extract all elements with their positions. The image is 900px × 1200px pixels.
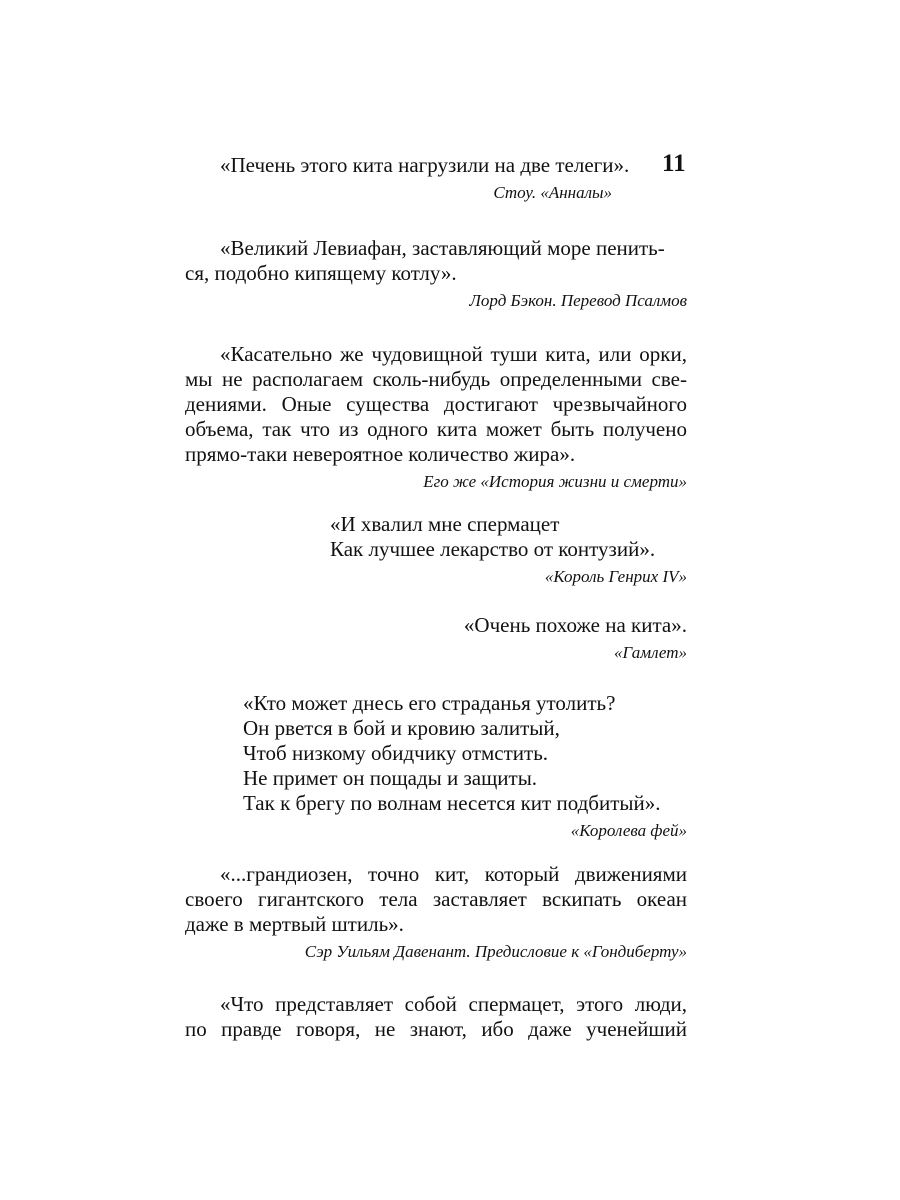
epigraph-attribution: Сэр Уильям Давенант. Предисловие к «Гондиберту» bbox=[304, 942, 687, 961]
epigraph-line: Он рвется в бой и кровию залитый, bbox=[243, 716, 560, 740]
epigraph-line: «Касательно же чудовищной туши кита, или орки, bbox=[220, 342, 687, 366]
epigraph-attribution: «Гамлет» bbox=[613, 643, 687, 662]
epigraph-davenant bbox=[185, 862, 687, 963]
epigraph-attribution: Лорд Бэкон. Перевод Псалмов bbox=[469, 291, 687, 310]
epigraph-line: даже в мертвый штиль». bbox=[185, 912, 404, 936]
epigraph-line: «Кто может днесь его страданья утолить? bbox=[243, 691, 616, 715]
epigraph-line: Так к брегу по волнам несется кит подбитый». bbox=[243, 791, 661, 815]
epigraph-bacon-psalms bbox=[185, 236, 687, 312]
epigraph-attribution: «Король Генрих IV» bbox=[544, 567, 687, 586]
epigraph-stow bbox=[220, 153, 630, 204]
epigraph-henry-iv bbox=[330, 512, 687, 588]
epigraph-attribution: «Королева фей» bbox=[570, 821, 687, 840]
epigraph-line: ся, подобно кипящему котлу». bbox=[185, 261, 457, 285]
epigraph-spermaceti bbox=[185, 992, 687, 1042]
epigraph-hamlet bbox=[440, 613, 687, 664]
epigraph-line: по правде говоря, не знают, ибо даже ученейший bbox=[185, 1017, 687, 1041]
epigraph-line: «Печень этого кита нагрузили на две телеги». bbox=[220, 153, 630, 177]
epigraph-line: мы не располагаем сколь-нибудь определенными све- bbox=[185, 367, 687, 391]
epigraph-line: «Великий Левиафан, заставляющий море пенить- bbox=[220, 236, 665, 260]
epigraph-line: объема, так что из одного кита может быть получено bbox=[185, 417, 687, 441]
epigraph-line: «Что представляет собой спермацет, этого люди, bbox=[220, 992, 687, 1016]
epigraph-line: Как лучшее лекарство от контузий». bbox=[330, 537, 656, 561]
epigraph-faerie-queene bbox=[243, 691, 687, 842]
epigraph-attribution: Его же «История жизни и смерти» bbox=[423, 472, 687, 491]
epigraph-line: дениями. Оные существа достигают чрезвычайного bbox=[185, 392, 687, 416]
page-number: 11 bbox=[662, 150, 686, 177]
epigraph-line: Не примет он пощады и защиты. bbox=[243, 766, 538, 790]
epigraph-bacon-history bbox=[185, 342, 687, 493]
epigraph-attribution: Стоу. «Анналы» bbox=[493, 183, 612, 202]
epigraph-line: «И хвалил мне спермацет bbox=[330, 512, 560, 536]
epigraph-line: «...грандиозен, точно кит, который движениями bbox=[220, 862, 687, 886]
epigraph-line: «Очень похоже на кита». bbox=[463, 613, 687, 637]
epigraph-line: своего гигантского тела заставляет вскипать океан bbox=[185, 887, 687, 911]
epigraph-line: прямо-таки невероятное количество жира». bbox=[185, 442, 576, 466]
epigraph-line: Чтоб низкому обидчику отмстить. bbox=[243, 741, 549, 765]
